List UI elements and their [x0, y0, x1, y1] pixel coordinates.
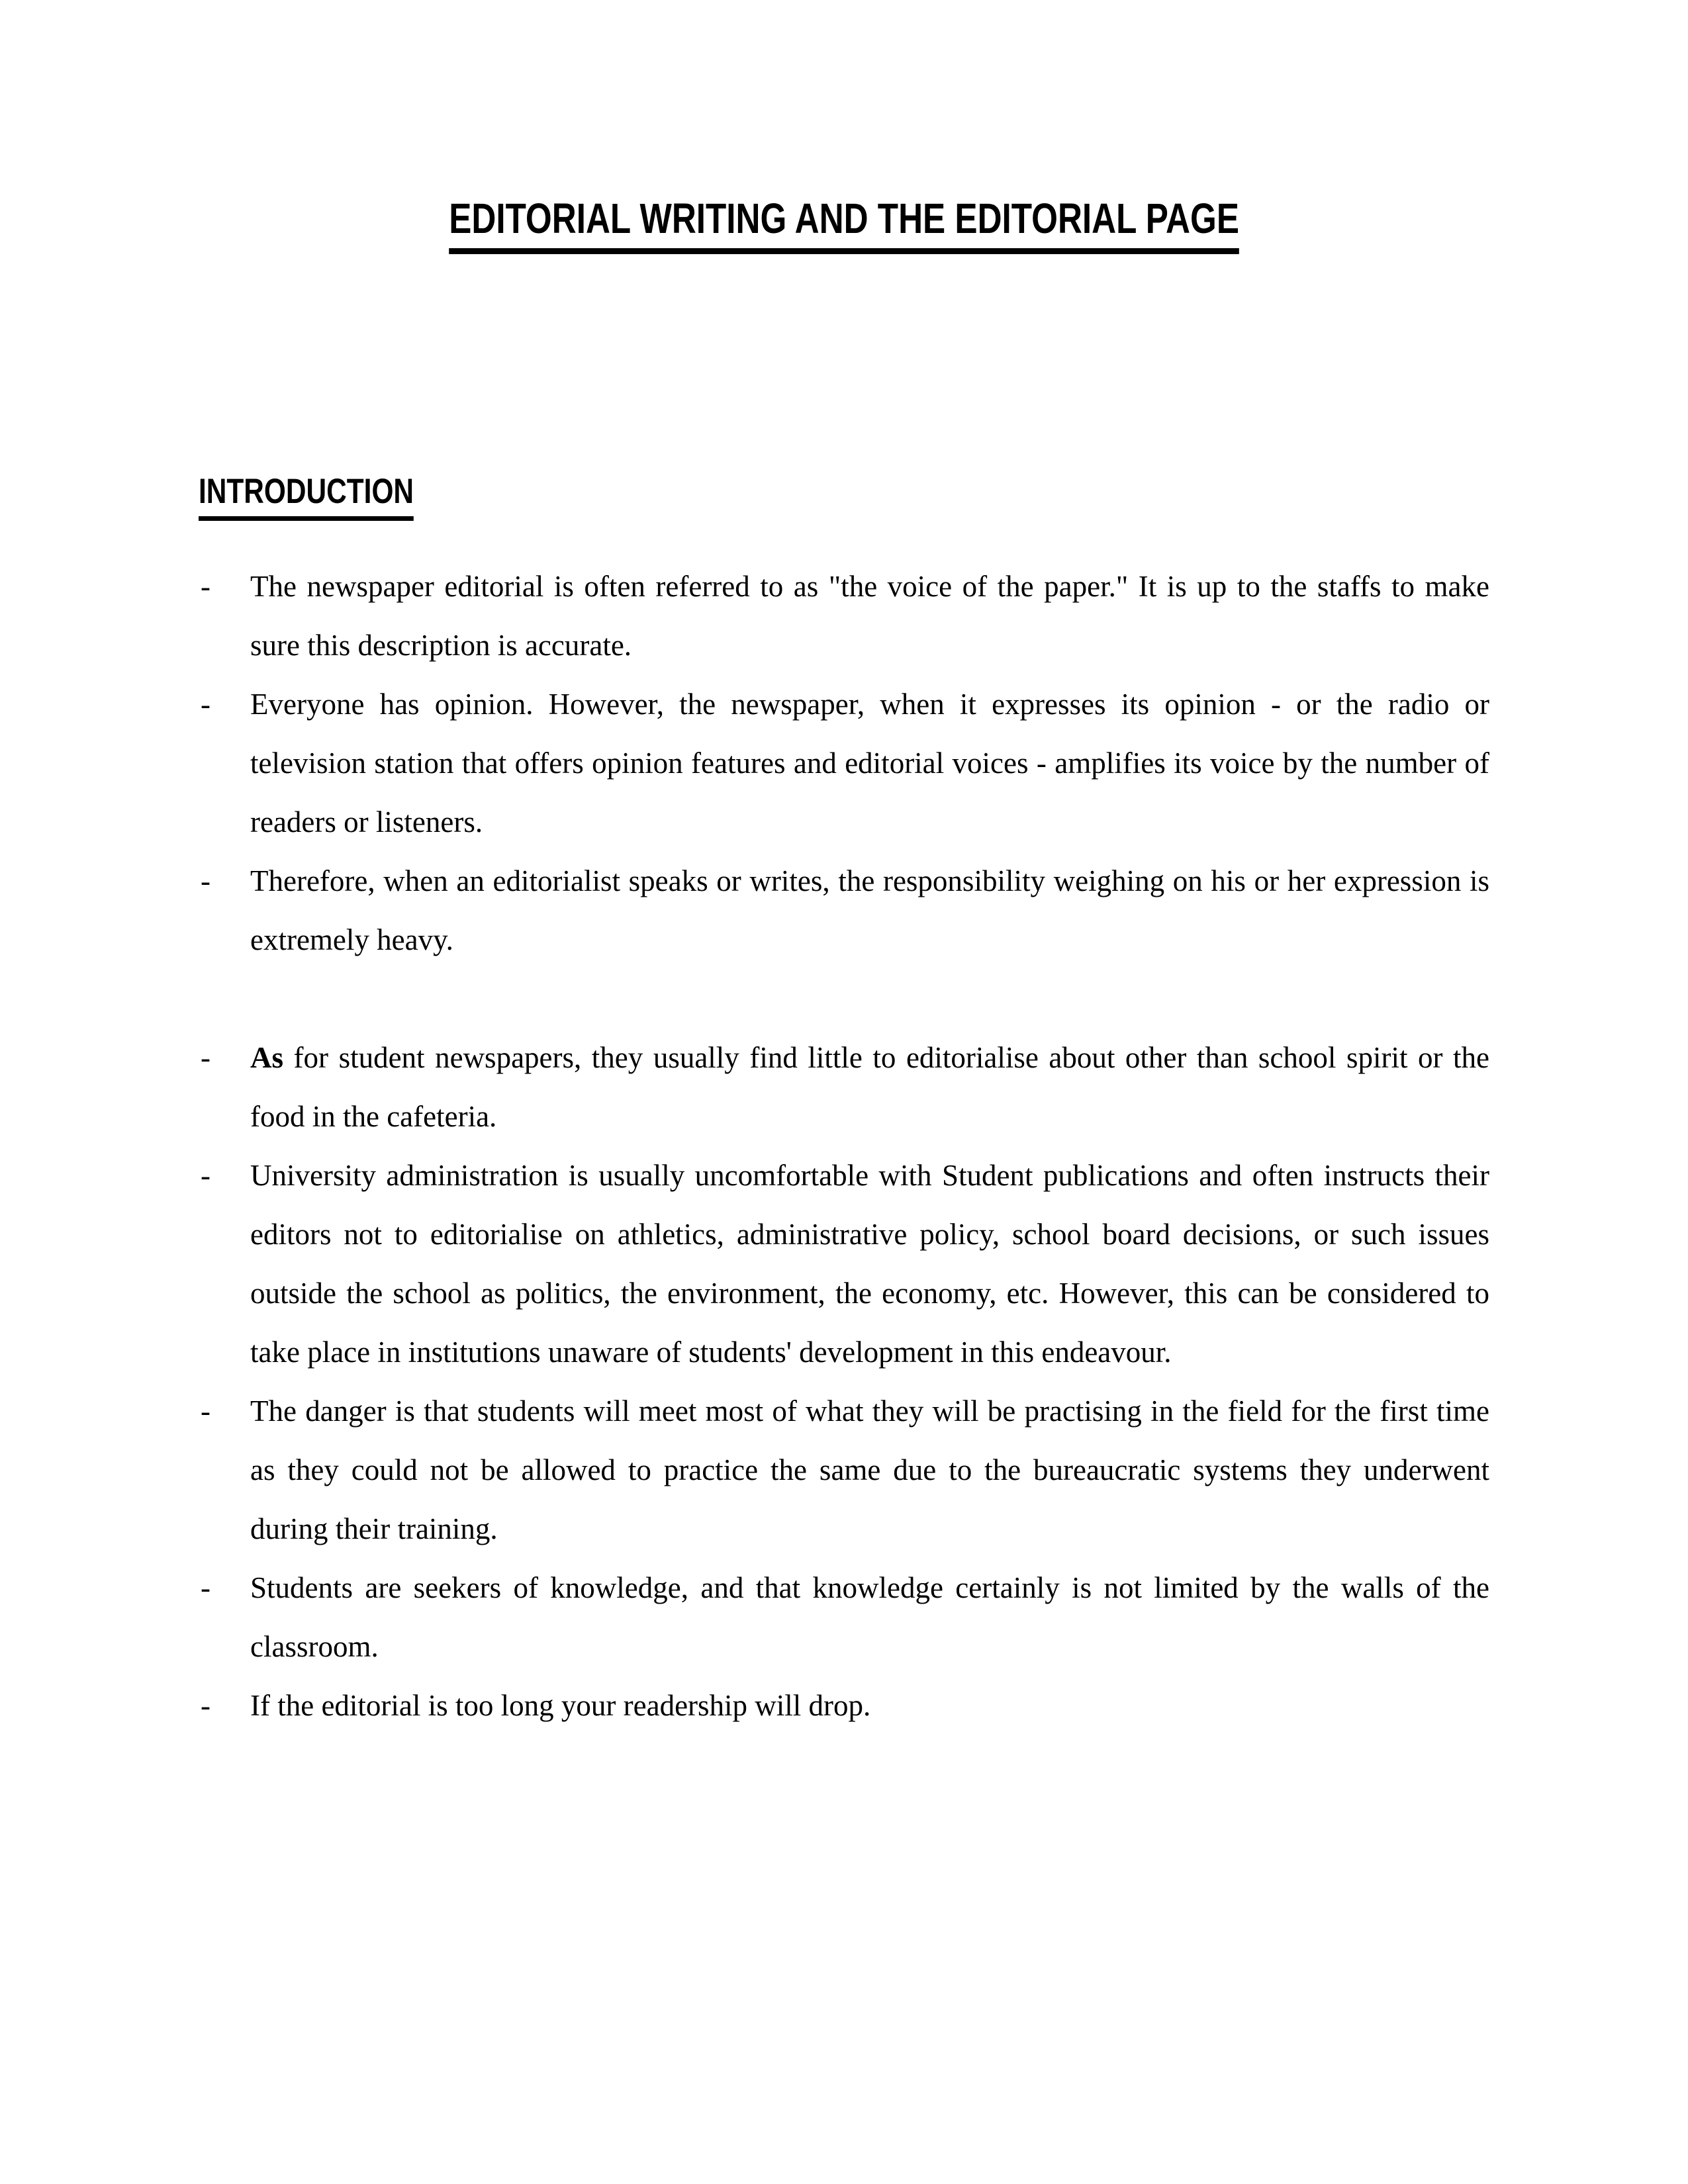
list-item-text: Students are seekers of knowledge, and that knowledge certainly is not limited by the walls of the classroom.: [250, 1571, 1489, 1663]
list-item-text: Therefore, when an editorialist speaks or writes, the responsibility weighing on his or her expression is extremely heavy.: [250, 864, 1489, 956]
list-item-text: for student newspapers, they usually find little to editorialise about other than school spirit or the food in the cafeteria.: [250, 1041, 1489, 1133]
section-heading-text: INTRODUCTION: [199, 473, 414, 521]
dash-marker: -: [201, 1159, 211, 1192]
list-item-bold-lead: As: [250, 1041, 284, 1074]
list-item-text: University administration is usually uncomfortable with Student publications and often instructs their editors not to editorialise on athletics, administrative policy, school board decisions, or such issues outside the school as politics, the environment, the economy, etc. However, this can be considered to take place in institutions unaware of students' development in this endeavour.: [250, 1159, 1489, 1369]
list-item-text: The danger is that students will meet most of what they will be practising in the field for the first time as they could not be allowed to practice the same due to the bureaucratic systems they underwent during their training.: [250, 1394, 1489, 1545]
page-title-text: EDITORIAL WRITING AND THE EDITORIAL PAGE: [449, 195, 1239, 254]
bullet-list-part-2: [199, 1028, 1489, 1735]
list-item: [199, 1028, 1489, 1146]
dash-marker: -: [201, 1394, 211, 1428]
dash-marker: -: [201, 570, 211, 603]
section-heading-introduction: [199, 473, 1489, 521]
dash-marker: -: [201, 1041, 211, 1074]
bullet-list-part-1: [199, 557, 1489, 970]
dash-marker: -: [201, 864, 211, 897]
list-item: [199, 852, 1489, 970]
list-item: [199, 1146, 1489, 1382]
list-item-text: The newspaper editorial is often referred to as "the voice of the paper." It is up to the staffs to make sure this description is accurate.: [250, 570, 1489, 662]
list-item-text: If the editorial is too long your readership will drop.: [250, 1689, 871, 1722]
list-item: [199, 1559, 1489, 1676]
page-title: [199, 195, 1489, 254]
list-item: [199, 1382, 1489, 1559]
list-item: [199, 1676, 1489, 1735]
list-item-text: Everyone has opinion. However, the newspaper, when it expresses its opinion - or the radio or television station that offers opinion features and editorial voices - amplifies its voice by the number of readers or listeners.: [250, 688, 1489, 839]
dash-marker: -: [201, 1571, 211, 1604]
dash-marker: -: [201, 1689, 211, 1722]
list-item: [199, 557, 1489, 675]
dash-marker: -: [201, 688, 211, 721]
list-item: [199, 675, 1489, 852]
